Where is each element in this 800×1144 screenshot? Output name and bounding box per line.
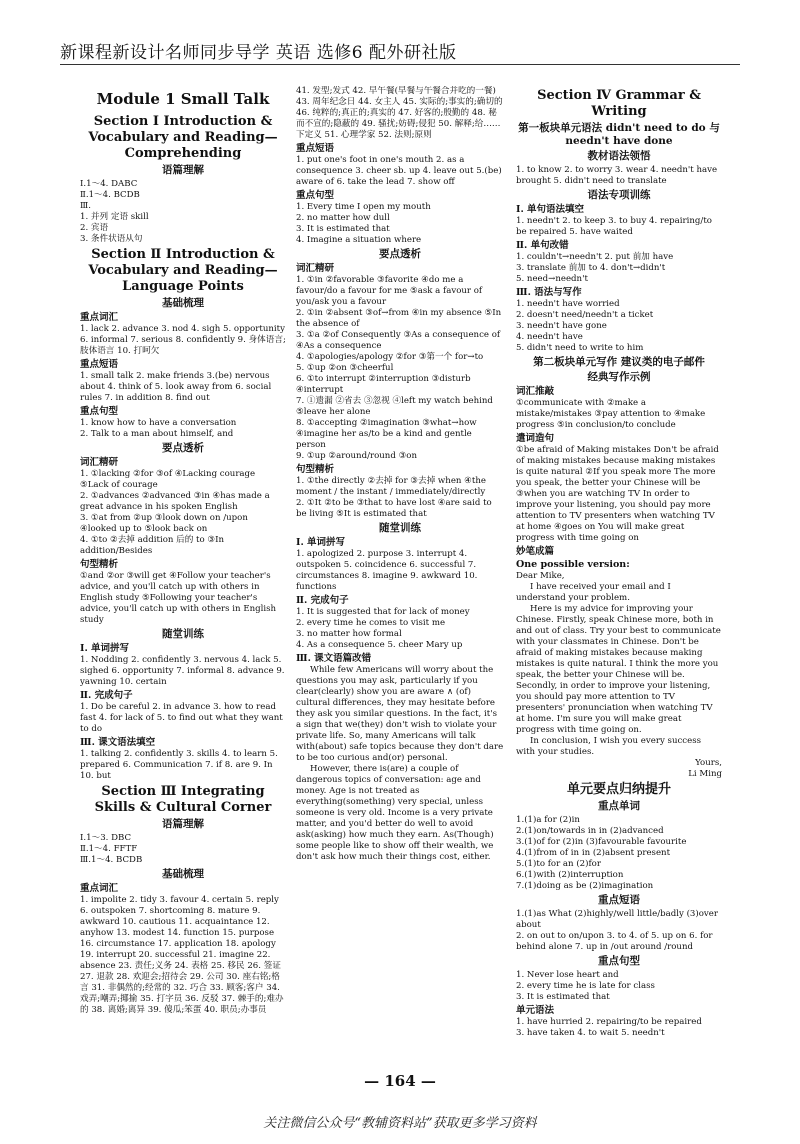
column-left xyxy=(80,86,286,1066)
answer-line: 4. ①to ②去掉 addition 后的 to ③In addition/Besides xyxy=(80,535,225,556)
answer-line: 5. didn't need to write to him xyxy=(516,343,644,353)
answer-line: 2. Talk to a man about himself, and xyxy=(80,429,234,439)
subsection-title: 第一板块单元语法 didn't need to do 与 needn't have done xyxy=(518,122,720,147)
answer-line: 1. lack 2. advance 3. nod 4. sigh 5. opportunity 6. informal 7. serious 8. confidently 9. 身体语言;肢体语言 10. 打呵欠 xyxy=(80,324,286,356)
section-title: Section Ⅲ Integrating Skills & Cultural Corner xyxy=(94,784,272,815)
item-heading: 词汇精研 xyxy=(296,263,335,274)
subsection-title: 基础梳理 xyxy=(162,297,204,309)
section-title: Section Ⅱ Introduction & Vocabulary and Reading—Language Points xyxy=(88,247,278,294)
answer-line: Ⅲ.1～4. BCDB xyxy=(80,855,143,865)
footer-note: 关注微信公众号“教辅资料站”获取更多学习资料 xyxy=(263,1116,537,1131)
answer-line: 1. couldn't→needn't 2. put 前加 have xyxy=(516,252,674,262)
answer-line: 3. needn't have gone xyxy=(516,321,607,331)
subsection-title: 教材语法领悟 xyxy=(587,150,651,162)
subsection-title: 第二板块单元写作 建议类的电子邮件 xyxy=(533,356,705,368)
item-heading: One possible version: xyxy=(516,559,630,570)
subsection-title: 重点单词 xyxy=(598,800,640,812)
subsection-title: 语法专项训练 xyxy=(587,189,651,201)
answer-line: 1. Nodding 2. confidently 3. nervous 4. lack 5. sighed 6. opportunity 7. informal 8. advance 9. yawning 10. certain xyxy=(80,655,285,687)
item-heading: 重点词汇 xyxy=(80,312,119,323)
item-heading: 词汇精研 xyxy=(80,457,119,468)
answer-line: ①and ②or ③will get ④Follow your teacher's advice, and you'll catch up with others in English study ⑤Following your teacher's advice, you'll catch up with others in English study xyxy=(80,571,277,625)
page-header-title: 新课程新设计名师同步导学 英语 选修6 配外研社版 xyxy=(60,43,457,63)
answer-line: 6. ①to interrupt ②interruption ③disturb ④interrupt xyxy=(296,374,471,395)
answer-line: 3.(1)of for (2)in (3)favourable favourite xyxy=(516,837,687,847)
column-middle xyxy=(296,86,504,1066)
answer-line: Ⅰ.1～4. DABC xyxy=(80,179,138,189)
answer-line: 1. know how to have a conversation xyxy=(80,418,237,428)
item-heading: Ⅱ. 单句改错 xyxy=(516,240,569,251)
answer-line: 3. ①at from ②up ③look down on /upon ④looked up to ⑤look back on xyxy=(80,513,248,534)
answer-line: 8. ①accepting ②imagination ③what→how ④imagine her as/to be a kind and gentle person xyxy=(296,418,477,450)
answer-line: 1. It is suggested that for lack of money xyxy=(296,607,470,617)
item-heading: Ⅰ. 单词拼写 xyxy=(296,537,346,548)
signature-line: Yours, xyxy=(695,758,722,768)
header-divider xyxy=(60,64,740,65)
answer-line: 1.(1)a for (2)in xyxy=(516,815,580,825)
signature-line: Li Ming xyxy=(688,769,722,779)
answer-line: 1. apologized 2. purpose 3. interrupt 4. outspoken 5. coincidence 6. successful 7. circumstances 8. imagine 9. awkward 10. functions xyxy=(296,549,478,592)
subsection-title: 要点透析 xyxy=(379,248,421,260)
answer-line: 1. small talk 2. make friends 3.(be) nervous about 4. think of 5. look away from 6. social rules 7. in addition 8. find out xyxy=(80,371,272,403)
item-heading: Ⅰ. 单句语法填空 xyxy=(516,204,585,215)
paragraph: While few Americans will worry about the questions you may ask, particularly if you clear(clearly) show you are aware ∧ (of) cultural differences, they may hesitate before they ask you similar questions. In the fact, it's a sign that we(they) don't wish to violate your private life. So, many Americans will talk with(about) safe topics because they don't dare to be too curious and(or) personal. xyxy=(296,665,504,763)
subsection-title: 重点短语 xyxy=(598,894,640,906)
paragraph: I have received your email and I understand your problem. xyxy=(516,582,671,603)
answer-line: 4.(1)from of in in (2)absent present xyxy=(516,848,671,858)
answer-line: 2.(1)on/towards in in (2)advanced xyxy=(516,826,664,836)
answer-line: 3. It is estimated that xyxy=(296,224,390,234)
section-title: 单元要点归纳提升 xyxy=(566,782,671,797)
subsection-title: 经典写作示例 xyxy=(587,371,651,383)
paragraph: Here is my advice for improving your Chinese. Firstly, speak Chinese more, both in and out of class. Try your best to communicate with your classmates in Chinese. Don't be afraid of making mistakes because making mistakes is quite natural. I think the more you speak, the better your Chinese will be. Secondly, in order to improve your listening, you should pay more attention to TV presenters' pronunciation when watching TV at home. I'm sure you will make great progress with time going on. xyxy=(516,604,721,735)
answer-line: Ⅰ.1～3. DBC xyxy=(80,833,132,843)
answer-line: 7.(1)doing as be (2)imagination xyxy=(516,881,654,891)
answer-line: 5. ①up ②on ③cheerful xyxy=(296,363,394,373)
subsection-title: 基础梳理 xyxy=(162,868,204,880)
answer-line: 1.(1)as What (2)highly/well little/badly (3)over about xyxy=(516,909,718,930)
answer-line: 1. talking 2. confidently 3. skills 4. to learn 5. prepared 6. Communication 7. if 8. are 9. In 10. but xyxy=(80,749,278,781)
column-right xyxy=(516,86,722,1066)
item-heading: 句型精析 xyxy=(296,464,335,475)
answer-line: 2. every time he comes to visit me xyxy=(296,618,446,628)
subsection-title: 语篇理解 xyxy=(162,818,204,830)
item-heading: Ⅱ. 完成句子 xyxy=(80,690,133,701)
answer-line: 2. 宾语 xyxy=(80,223,109,233)
answer-line: Ⅱ.1～4. FFTF xyxy=(80,844,138,854)
item-heading: 妙笔成篇 xyxy=(516,546,555,557)
answer-line: Dear Mike, xyxy=(516,571,565,581)
answer-line: 1. ①the directly ②去掉 for ③去掉 when ④the moment / the instant / immediately/directly xyxy=(296,476,486,497)
item-heading: 重点短语 xyxy=(80,359,119,370)
module-title: Module 1 Small Talk xyxy=(96,90,270,108)
paragraph: In conclusion, I wish you every success with your studies. xyxy=(516,736,702,757)
answer-line: ①be afraid of Making mistakes Don't be afraid of making mistakes because making mistakes is quite natural ②If you speak more The more you speak, the better your Chinese will be ③when you are watching TV In order to improve your listening, you should pay more attention to TV presenters when watching TV at home ④goes on You will make great progress with time going on xyxy=(516,445,719,543)
answer-line: 5.(1)to for an (2)for xyxy=(516,859,601,869)
answer-line: 4. As a consequence 5. cheer Mary up xyxy=(296,640,463,650)
answer-line: 1. Every time I open my mouth xyxy=(296,202,431,212)
answer-line: 1. needn't 2. to keep 3. to buy 4. repairing/to be repaired 5. have waited xyxy=(516,216,712,237)
answer-line: 2. no matter how dull xyxy=(296,213,390,223)
subsection-title: 语篇理解 xyxy=(162,164,204,176)
answer-line: 1. put one's foot in one's mouth 2. as a consequence 3. cheer sb. up 4. leave out 5.(be) aware of 6. take the lead 7. show off xyxy=(296,155,502,187)
answer-line: 1. needn't have worried xyxy=(516,299,620,309)
answer-line: 2. on out to on/upon 3. to 4. of 5. up on 6. for behind alone 7. up in /out around /round xyxy=(516,931,713,952)
answer-line: 6.(1)with (2)interruption xyxy=(516,870,624,880)
subsection-title: 随堂训练 xyxy=(379,522,421,534)
answer-line: 4. needn't have xyxy=(516,332,583,342)
item-heading: Ⅲ. 语法与写作 xyxy=(516,287,582,298)
item-heading: 词汇推敲 xyxy=(516,386,555,397)
item-heading: 重点短语 xyxy=(296,143,335,154)
answer-line: 3. have taken 4. to wait 5. needn't xyxy=(516,1028,665,1038)
paragraph: However, there is(are) a couple of dangerous topics of conversation: age and money. Age is not treated as everything(something) very special, unless someone is very old. Income is a very private matter, and you'd better do well to avoid ask(asking) how much they earn. As(Though) some people like to show off their wealth, we don't ask how much their things cost, either. xyxy=(296,764,494,862)
answer-line: 1. have hurried 2. repairing/to be repaired xyxy=(516,1017,702,1027)
item-heading: 句型精析 xyxy=(80,559,119,570)
subsection-title: 重点句型 xyxy=(598,955,640,967)
item-heading: Ⅲ. 课文语法填空 xyxy=(80,737,156,748)
answer-line: 1. to know 2. to worry 3. wear 4. needn't have brought 5. didn't need to translate xyxy=(516,165,718,186)
page-number: — 164 — xyxy=(364,1072,436,1090)
item-heading: 单元语法 xyxy=(516,1005,555,1016)
answer-line: Ⅲ. xyxy=(80,201,92,211)
answer-line: 2. ①advances ②advanced ③in ④has made a great advance in his spoken English xyxy=(80,491,270,512)
answer-line: 5. need→needn't xyxy=(516,274,588,284)
answer-line: 3. no matter how formal xyxy=(296,629,402,639)
item-heading: 重点句型 xyxy=(296,190,335,201)
answer-line: 7. ①遗漏 ②省去 ③忽视 ④left my watch behind ⑤leave her alone xyxy=(296,396,493,417)
subsection-title: 要点透析 xyxy=(162,442,204,454)
answer-line: 4. Imagine a situation where xyxy=(296,235,422,245)
item-heading: Ⅰ. 单词拼写 xyxy=(80,643,130,654)
answer-line: 1. Never lose heart and xyxy=(516,970,619,980)
subsection-title: 随堂训练 xyxy=(162,628,204,640)
item-heading: 重点句型 xyxy=(80,406,119,417)
answer-line: 3. It is estimated that xyxy=(516,992,610,1002)
answer-line: 2. ①It ②to be ③that to have lost ④are said to be living ⑤It is estimated that xyxy=(296,498,492,519)
item-heading: Ⅲ. 课文语篇改错 xyxy=(296,653,372,664)
answer-line: 3. 条件状语从句 xyxy=(80,234,143,244)
answer-line: 1. 并列 定语 skill xyxy=(80,212,149,222)
answer-line: Ⅱ.1～4. BCDB xyxy=(80,190,140,200)
answer-line: 1. ①lacking ②for ③of ④Lacking courage ⑤Lack of courage xyxy=(80,469,256,490)
answer-line: 4. ①apologies/apology ②for ③第一个 for→to xyxy=(296,352,484,362)
answer-line: 1. Do be careful 2. in advance 3. how to read fast 4. for lack of 5. to find out what they want to do xyxy=(80,702,283,734)
answer-line: 2. ①in ②absent ③of→from ④in my absence ⑤In the absence of xyxy=(296,308,502,329)
item-heading: Ⅱ. 完成句子 xyxy=(296,595,349,606)
answer-line: 3. ①a ②of Consequently ③As a consequence of ④As a consequence xyxy=(296,330,501,351)
answer-line: 41. 发型;发式 42. 早午餐(早餐与午餐合并吃的一餐) 43. 周年纪念日 44. 女主人 45. 实际的;事实的;确切的 46. 纯粹的;真正的;真实的 47. 好客的;殷勤的 48. 秘而不宣的;隐蔽的 49. 骚扰;妨碍;侵犯 50. 解释;给……下定义 51. 心理学家 52. 法则;原则 xyxy=(296,86,503,140)
answer-line: ①communicate with ②make a mistake/mistakes ③pay attention to ④make progress ⑤in conclusion/to conclude xyxy=(516,398,706,430)
answer-line: 1. ①in ②favorable ③favorite ④do me a favour/do a favour for me ⑤ask a favour of you/ask you a favour xyxy=(296,275,483,307)
item-heading: 遣词造句 xyxy=(516,433,555,444)
section-title: Section Ⅰ Introduction & Vocabulary and Reading—Comprehending xyxy=(88,114,278,161)
answer-line: 1. impolite 2. tidy 3. favour 4. certain 5. reply 6. outspoken 7. shortcoming 8. mature 9. awkward 10. cautious 11. acquaintance 12. anyhow 13. modest 14. function 15. purpose 16. circumstance 17. application 18. apology 19. interrupt 20. successful 21. imagine 22. absence 23. 责任;义务 24. 表格 25. 移民 26. 签证 27. 退款 28. 欢迎会;招待会 29. 公司 30. 座右铭;格言 31. 非偶然的;经常的 32. 巧合 33. 顾客;客户 34. 戏弄;嘲弄;揶揄 35. 打字员 36. 反驳 37. 棘手的;难办的 38. 离婚;离异 39. 傻瓜;笨蛋 40. 职员;办事员 xyxy=(80,895,284,1015)
answer-line: 2. doesn't need/needn't a ticket xyxy=(516,310,654,320)
answer-line: 9. ①up ②around/round ③on xyxy=(296,451,417,461)
section-title: Section Ⅳ Grammar & Writing xyxy=(537,88,701,119)
answer-line: 3. translate 前加 to 4. don't→didn't xyxy=(516,263,666,273)
answer-line: 2. every time he is late for class xyxy=(516,981,655,991)
item-heading: 重点词汇 xyxy=(80,883,119,894)
